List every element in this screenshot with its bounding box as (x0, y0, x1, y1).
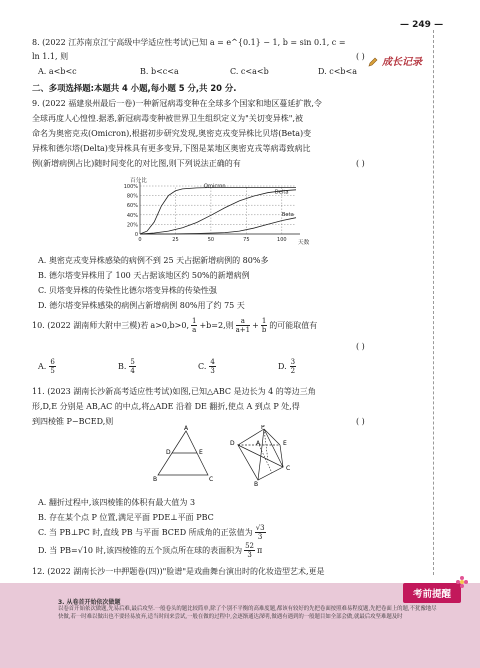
q10-option-fraction: $\frac{3}{2}$ (290, 358, 296, 375)
q10-option-a (38, 358, 56, 375)
q10-option-label: D. (278, 361, 287, 371)
q10-prefix: 10. (2022 湖南师大附中三模)若 (32, 320, 149, 330)
flower-icon (456, 573, 468, 585)
q9-line-3: 命名为奥密克戎(Omicron),根据初步研究发现,奥密克戎变异株比贝塔(Beta)变 (32, 129, 312, 138)
q11-option-c: C. 当 PB⊥PC 时,直线 PB 与平面 BCED 所成角的正弦值为 (38, 527, 253, 537)
chart-series-delta (140, 190, 296, 234)
q10-answer-paren: ( ) (356, 342, 365, 351)
q10-option-fraction: $\frac{5}{4}$ (130, 358, 135, 375)
q11-option-d-den: 3 (247, 551, 252, 559)
q11-line-1: 11. (2023 湖南长沙新高考适应性考试)如图,已知△ABC 是边长为 4 的等边三角 (32, 387, 316, 396)
q11-option-a: A. 翻折过程中,该四棱锥的体积有最大值为 3 (38, 498, 196, 507)
chart-y-tick-label: 80% (126, 193, 138, 200)
q10-option-fraction: $\frac{4}{3}$ (210, 358, 215, 375)
q11-option-b: B. 存在某个点 P 位置,满足平面 PDE⊥平面 PBC (38, 513, 214, 522)
page-number-block: — 249 — (400, 20, 444, 30)
label-d-right: D (230, 440, 235, 447)
chart-y-tick-label: 60% (126, 203, 138, 210)
q9-option-b: B. 德尔塔变异株用了 100 天占据该地区约 50%的新增病例 (38, 271, 250, 280)
q10-option-label: C. (198, 361, 207, 371)
q8-stem-line2: ln 1.1, 则 (32, 52, 69, 61)
label-e-right: E (283, 440, 287, 447)
variant-ratio-chart (118, 174, 318, 252)
exam-tip-title: 3. 从卷首开始依次做题 (58, 599, 121, 606)
q11-option-d-row (38, 542, 262, 559)
q10-option-fraction: $\frac{6}{5}$ (50, 358, 55, 375)
q10-condition-2: +b=2,则 (199, 320, 234, 330)
q10-option-label: B. (118, 361, 127, 371)
q8-option-b: B. b<c<a (140, 67, 179, 76)
q9-line-5: 例(新增病例占比)随时间变化的对比图,则下列说法正确的有 (32, 159, 241, 168)
q9-option-a: A. 奥密克戎变异株感染的病例不到 25 天占据新增病例的 80%多 (38, 256, 269, 265)
chart-x-tick-label: 0 (138, 237, 142, 243)
q10-option-b (118, 358, 136, 375)
q8-stem-line1: 8. (2022 江苏南京江宁高级中学适应性考试)已知 a = e^{0.1} − 1, b = sin 0.1, c = (32, 38, 346, 47)
q10-condition: a>0,b>0, (150, 320, 189, 330)
q9-option-d: D. 德尔塔变异株感染的病例占新增病例 80%用了约 75 天 (38, 301, 245, 310)
q11-line-3: 到四棱锥 P−BCED,则 (32, 417, 114, 426)
chart-y-axis-label: 百分比 (130, 178, 147, 184)
q11-option-d-fraction (244, 542, 255, 559)
q10-stem: 10. (2022 湖南师大附中三模)若 a>0,b>0, $\frac{1}{a}$ +b=2,则 $\frac{a}{a+1}$ + $\frac{1}{b}$ 的可能取值有 (32, 317, 318, 334)
q11-option-d-pi: π (257, 545, 263, 555)
q9-line-1: 9. (2022 福建泉州最后一卷)一种新冠病毒变种在全球多个国家和地区蔓延扩散,令 (32, 99, 322, 108)
q11-option-d-num: 52 (245, 542, 255, 550)
q10-fraction-a-over-a1: $\frac{a}{a+1}$ (235, 317, 251, 334)
chart-x-tick-label: 25 (172, 237, 179, 243)
q9-line-4: 异株和德尔塔(Delta)变异株具有更多变异,下图是某地区奥密克戎等病毒致病比 (32, 144, 311, 153)
chart-x-tick-label: 75 (243, 237, 250, 243)
chart-series-omicron (140, 187, 296, 234)
q10-tail: 的可能取值有 (269, 320, 318, 330)
exam-tip-badge: 考前提醒 (403, 583, 461, 603)
label-e: E (199, 449, 203, 456)
q10-options (38, 358, 338, 380)
margin-divider-line (433, 30, 434, 575)
chart-series-label: Omicron (203, 183, 226, 190)
q11-pyramid-figure (228, 425, 313, 487)
chart-x-tick-label: 100 (277, 237, 287, 243)
section-heading: 二、多项选择题:本题共 4 小题,每小题 5 分,共 20 分. (32, 83, 237, 93)
q11-option-c-fraction (255, 524, 266, 541)
chart-x-tick-label: 50 (207, 237, 215, 243)
q11-line-2: 形,D,E 分别是 AB,AC 的中点,将△ADE 沿着 DE 翻折,使点 A 到点 P 处,得 (32, 402, 300, 411)
q10-fraction-1-over-a: $\frac{1}{a}$ (191, 317, 197, 334)
q9-option-c: C. 贝塔变异株的传染性比德尔塔变异株的传染性强 (38, 286, 217, 295)
q9-answer-paren: ( ) (356, 159, 365, 168)
q8-option-d: D. c<b<a (318, 67, 357, 76)
chart-y-tick-label: 40% (126, 212, 138, 219)
chart-y-tick-label: 20% (126, 222, 138, 229)
label-a: A (184, 425, 189, 432)
q8-option-a: A. a<b<c (38, 67, 77, 76)
exam-tip-body: 以卷首开始依次做题,先易后难,最后攻坚.一般卷头的题比较简单,除了个别不平衡的高难度题,都该有较好的先把卷面按照难易程度题,先把卷面上的题,不犹豫地尽快做,若一时难以做出也不要轻易放弃,适当时间来尝试,一般在做的过程中,会逐渐通达深明,做遇有遇到的一般题目如全部会做,就最后攻坚难题及时 (58, 606, 437, 621)
q10-option-c (198, 358, 216, 375)
chart-series-label: Delta (274, 189, 289, 196)
q8-option-c: C. c<a<b (230, 67, 269, 76)
q8-answer-paren: ( ) (356, 52, 365, 61)
q11-triangle-figure (148, 425, 218, 485)
q9-line-2: 全球再度人心惶惶.据悉,新冠病毒变种被世界卫生组织定义为"关切变异株",被 (32, 114, 303, 123)
q11-option-c-row (38, 524, 266, 541)
pencil-icon (368, 52, 378, 62)
label-a-right: A (256, 440, 261, 447)
chart-x-axis-label: 天数 (298, 240, 310, 246)
label-b: B (153, 476, 158, 483)
chart-series-label: Beta (281, 212, 294, 219)
label-c-right: C (286, 465, 291, 472)
q11-answer-paren: ( ) (356, 417, 365, 426)
q10-fraction-1-over-b: $\frac{1}{b}$ (261, 317, 267, 334)
q10-option-label: A. (38, 361, 47, 371)
label-b-right: B (254, 481, 259, 487)
label-c: C (209, 476, 214, 483)
q11-option-c-den: 3 (257, 533, 263, 541)
growth-record-logo: 成长记录 (382, 57, 422, 68)
q10-option-d (278, 358, 296, 375)
chart-y-tick-label: 0 (134, 232, 138, 238)
chart-y-tick-label: 100% (123, 184, 138, 190)
label-d: D (166, 449, 171, 456)
label-p: P (261, 425, 265, 431)
q11-option-c-num: √3 (255, 524, 265, 532)
q12-stem: 12. (2022 湖南长沙一中押题卷(四))"脸谱"是戏曲舞台演出时的化妆造型艺术,更是 (32, 567, 325, 576)
q11-option-d: D. 当 PB=√10 时,该四棱锥的五个顶点所在球的表面积为 (38, 545, 243, 555)
page-number: 249 (412, 20, 431, 30)
